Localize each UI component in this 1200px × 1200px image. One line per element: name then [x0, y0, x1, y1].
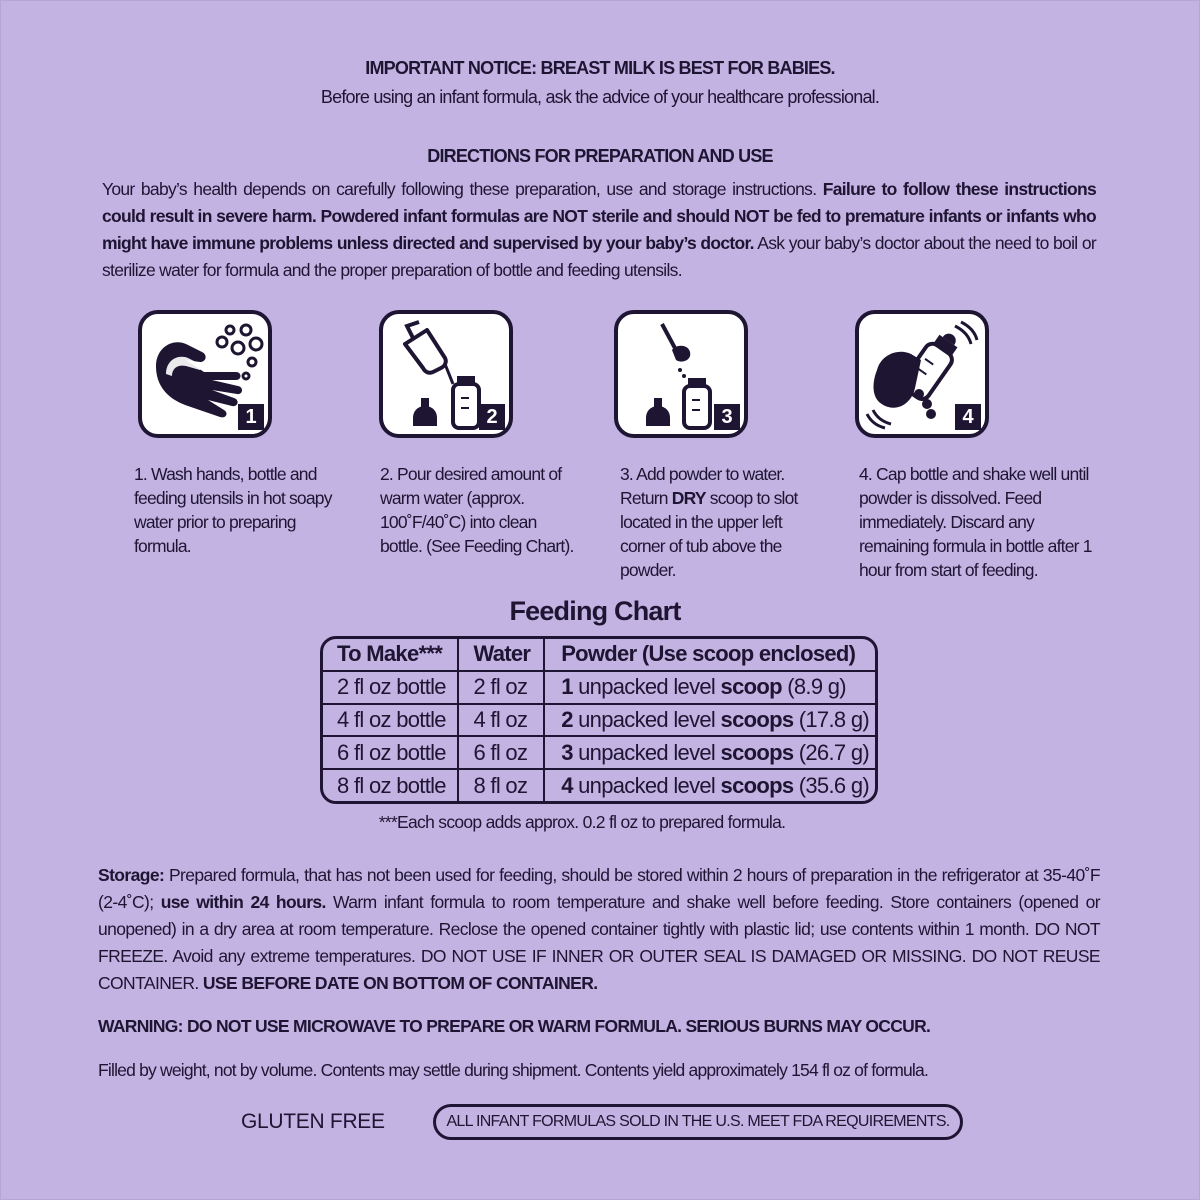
powder-amount: (26.7 g): [793, 739, 869, 765]
table-row: [323, 671, 875, 704]
powder-mid: unpacked level: [572, 706, 721, 732]
fda-notice-badge: ALL INFANT FORMULAS SOLD IN THE U.S. MEET FDA REQUIREMENTS.: [433, 1104, 963, 1140]
wash-hands-icon: [138, 310, 272, 438]
powder-amount: (35.6 g): [793, 772, 869, 798]
step-3-number: 3: [714, 404, 740, 430]
feeding-chart-table: [320, 636, 878, 804]
step-3-text-a: 3. Add powder to water. Return: [620, 464, 785, 508]
cell-to-make: 4 fl oz bottle: [323, 704, 458, 737]
step-2-number: 2: [479, 404, 505, 430]
shake-bottle-icon: [855, 310, 989, 438]
cell-water: 6 fl oz: [458, 736, 544, 769]
storage-text-a: Prepared formula, that has not been used for feeding, should be stored within 2 hours of preparation in the refrigerator at 35-40˚F (2-4˚C);: [98, 865, 1100, 912]
table-row: [323, 769, 875, 801]
cell-to-make: 8 fl oz bottle: [323, 769, 458, 801]
table-row: [323, 736, 875, 769]
cell-water: 2 fl oz: [458, 671, 544, 704]
header-water: Water: [458, 639, 544, 671]
cell-powder: [544, 736, 875, 769]
powder-count: 4: [561, 772, 573, 798]
step-2-text: 2. Pour desired amount of warm water (approx. 100˚F/40˚C) into clean bottle. (See Feeding Chart).: [380, 464, 574, 556]
powder-amount: (17.8 g): [793, 706, 869, 732]
feeding-chart-note: ***Each scoop adds approx. 0.2 fl oz to prepared formula.: [378, 812, 786, 832]
cell-powder: [544, 671, 875, 704]
powder-mid: unpacked level: [572, 772, 721, 798]
powder-count: 3: [561, 739, 573, 765]
step-1-text: 1. Wash hands, bottle and feeding utensils in hot soapy water prior to preparing formula.: [134, 464, 332, 556]
step-4-number: 4: [955, 404, 981, 430]
pour-water-icon: [379, 310, 513, 438]
powder-count: 2: [561, 706, 573, 732]
add-powder-icon: [614, 310, 748, 438]
powder-unit: scoops: [720, 739, 794, 765]
storage-text-bold: use within 24 hours.: [160, 892, 326, 912]
powder-unit: scoops: [720, 772, 794, 798]
storage-label: Storage:: [98, 865, 165, 885]
notice-text: Before using an infant formula, ask the advice of your healthcare professional.: [320, 87, 880, 107]
powder-unit: scoop: [720, 674, 782, 700]
directions-body-plain: Your baby’s health depends on carefully following these preparation, use and storage instructions.: [102, 179, 823, 199]
powder-count: 1: [561, 674, 573, 700]
powder-mid: unpacked level: [572, 674, 721, 700]
powder-mid: unpacked level: [572, 739, 721, 765]
table-row: [323, 704, 875, 737]
step-4-text: 4. Cap bottle and shake well until powder is dissolved. Feed immediately. Discard any remaining formula in bottle after 1 hour from start of feeding.: [859, 464, 1092, 580]
cell-powder: [544, 769, 875, 801]
table-header-row: [323, 639, 875, 671]
header-powder: Powder (Use scoop enclosed): [544, 639, 875, 671]
cell-powder: [544, 704, 875, 737]
step-3-text-bold: DRY: [671, 488, 706, 508]
feeding-chart-title: Feeding Chart: [509, 596, 681, 626]
storage-paragraph: [98, 862, 1100, 997]
storage-text-end: USE BEFORE DATE ON BOTTOM OF CONTAINER.: [202, 973, 598, 993]
cell-to-make: 6 fl oz bottle: [323, 736, 458, 769]
directions-body: [102, 176, 1096, 284]
cell-to-make: 2 fl oz bottle: [323, 671, 458, 704]
notice-title: IMPORTANT NOTICE: BREAST MILK IS BEST FOR BABIES.: [365, 58, 835, 78]
directions-body-bold: Failure to follow these instructions could result in severe harm. Powdered infant formulas are NOT sterile and should NOT be fed to premature infants or infants who might have immune problems unless directed and supervised by your baby’s doctor.: [102, 179, 1096, 253]
storage-text-b: Warm infant formula to room temperature and shake well before feeding. Store containers (opened or unopened) in a dry area at room temperature. Reclose the opened container tightly with plastic lid; use contents within 1 month. DO NOT FREEZE. Avoid any extreme temperatures. DO NOT USE IF INNER OR OUTER SEAL IS DAMAGED OR MISSING. DO NOT REUSE CONTAINER.: [98, 892, 1100, 993]
warning-text: WARNING: DO NOT USE MICROWAVE TO PREPARE OR WARM FORMULA. SERIOUS BURNS MAY OCCUR.: [98, 1016, 931, 1036]
step-1-number: 1: [238, 404, 264, 430]
cell-water: 4 fl oz: [458, 704, 544, 737]
step-3-text: [620, 462, 820, 582]
gluten-free-label: GLUTEN FREE: [241, 1110, 385, 1133]
powder-unit: scoops: [720, 706, 794, 732]
directions-body-end: Ask your baby’s doctor about the need to boil or sterilize water for formula and the proper preparation of bottle and feeding utensils.: [102, 233, 1096, 280]
weight-note: Filled by weight, not by volume. Contents may settle during shipment. Contents yield approximately 154 fl oz of formula.: [98, 1060, 929, 1080]
directions-title: DIRECTIONS FOR PREPARATION AND USE: [427, 146, 773, 166]
cell-water: 8 fl oz: [458, 769, 544, 801]
header-to-make: To Make***: [323, 639, 458, 671]
step-3-text-b: scoop to slot located in the upper left corner of tub above the powder.: [620, 488, 798, 580]
powder-amount: (8.9 g): [781, 674, 846, 700]
